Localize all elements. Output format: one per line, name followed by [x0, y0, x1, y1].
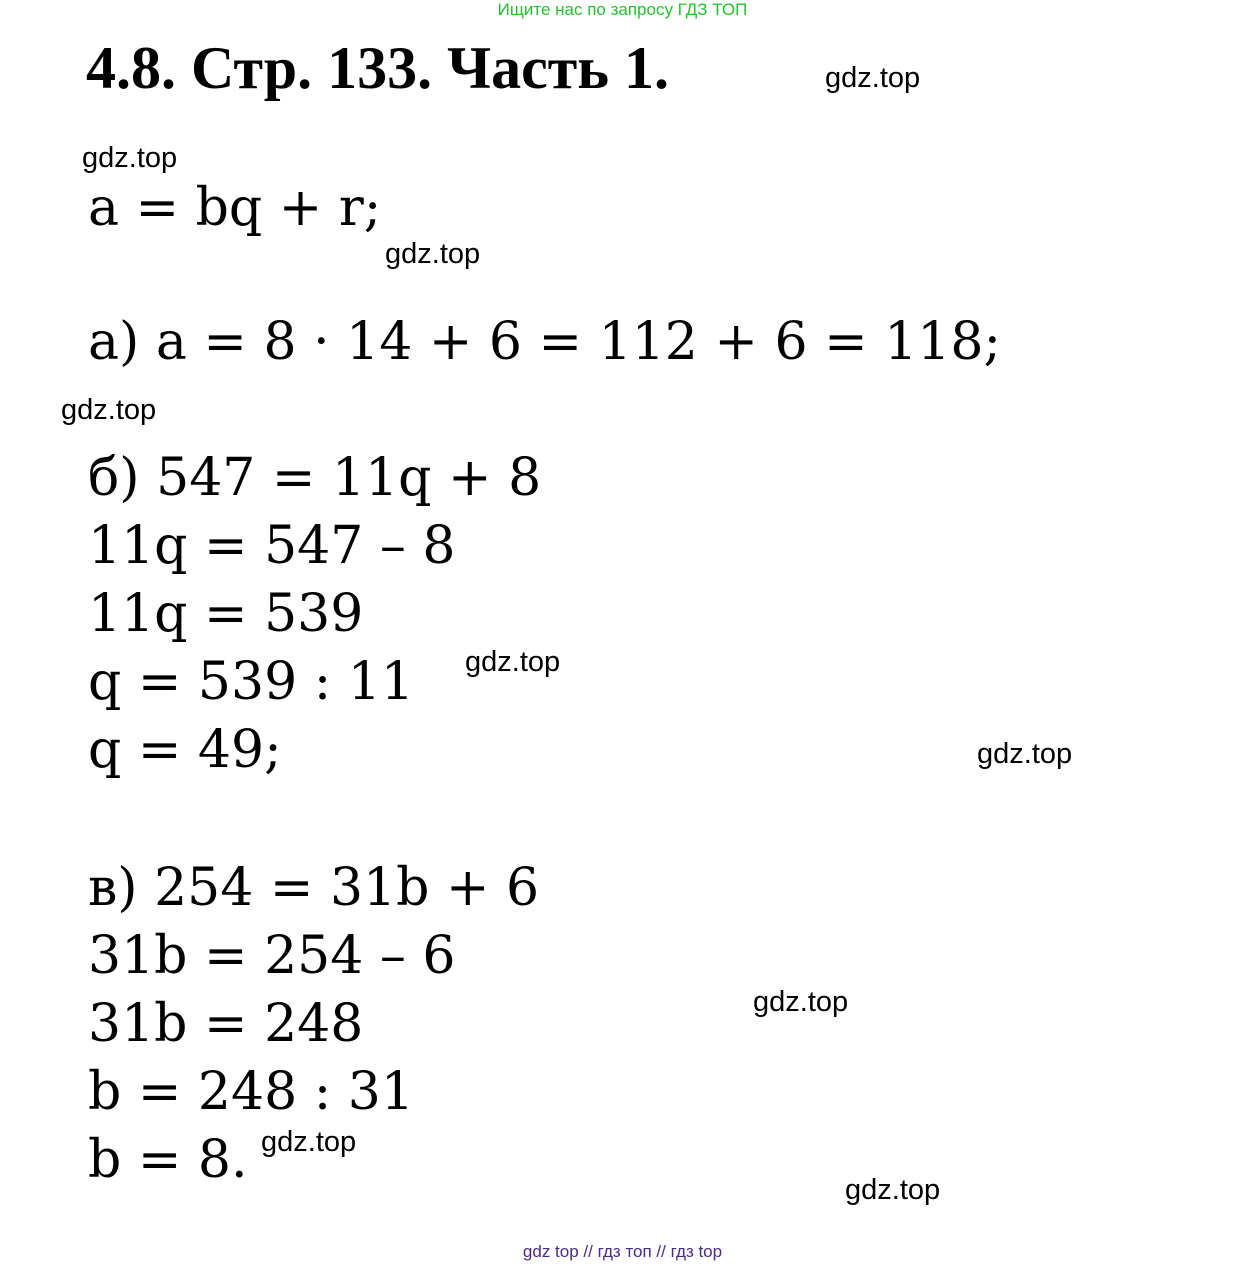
watermark: gdz.top — [385, 238, 481, 270]
watermark: gdz.top — [261, 1126, 357, 1158]
footer-links: gdz top // гдз топ // гдз top — [522, 1242, 723, 1261]
watermark: gdz.top — [82, 142, 178, 174]
watermark: gdz.top — [977, 738, 1073, 770]
top-banner: Ищите нас по запросу ГДЗ ТОП — [497, 0, 748, 19]
page-title: 4.8. Стр. 133. Часть 1. — [86, 35, 669, 101]
part-b-line: q = 539 : 11 — [88, 652, 414, 712]
part-c-line: 31b = 254 – 6 — [88, 926, 456, 986]
part-a-line: а) a = 8 · 14 + 6 = 112 + 6 = 118; — [88, 312, 1001, 372]
formula-line: a = bq + r; — [88, 178, 382, 238]
part-b-line: q = 49; — [88, 720, 282, 780]
part-b-line: 11q = 547 – 8 — [88, 516, 456, 576]
part-c-line: b = 248 : 31 — [88, 1062, 414, 1122]
watermark: gdz.top — [825, 62, 921, 94]
watermark: gdz.top — [465, 646, 561, 678]
watermark: gdz.top — [61, 394, 157, 426]
part-c-line: 31b = 248 — [88, 994, 364, 1054]
part-b-line: б) 547 = 11q + 8 — [88, 448, 542, 508]
watermark: gdz.top — [753, 986, 849, 1018]
part-b-line: 11q = 539 — [88, 584, 364, 644]
watermark: gdz.top — [845, 1174, 941, 1206]
part-c-line: в) 254 = 31b + 6 — [88, 858, 540, 918]
part-c-line: b = 8. — [88, 1130, 248, 1190]
